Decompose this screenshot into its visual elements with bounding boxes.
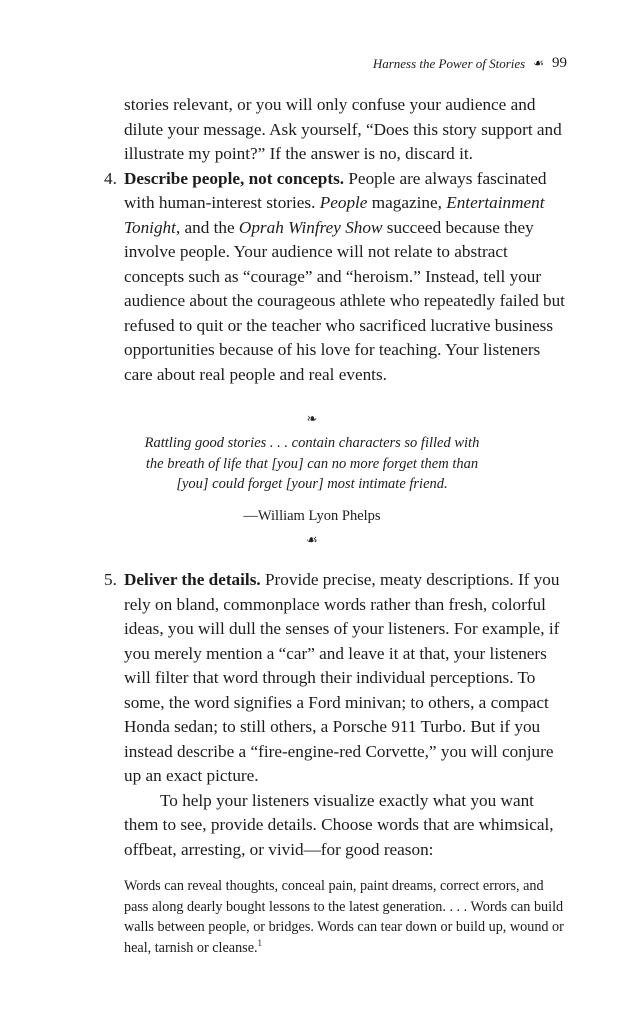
list-number: 4. — [104, 168, 117, 188]
page-body — [0, 93, 624, 958]
page-number: 99 — [552, 55, 567, 71]
item-italic: Entertainment Tonight — [124, 193, 545, 237]
epigraph-line: the breath of life that [you] can no more forget them than — [145, 455, 479, 472]
running-head-title: Harness the Power of Stories — [372, 55, 526, 71]
list-item-5 — [0, 568, 624, 862]
item-text: succeed because they involve people. Your audience will not relate to abstract concepts such as “courage” and “heroism.” Instead, tell your audience about the courageous athlete who repeatedly failed but refused to quit or the teacher who sacrificed lucrative business opportunities because of his love for teaching. Your listeners care about real people and real events. — [124, 217, 565, 384]
item-text: , and the — [175, 217, 239, 237]
block-quote-text: Words can reveal thoughts, conceal pain, paint dreams, correct errors, and pass along dearly bought lessons to the latest generation. . . . Words can build walls between people, or bridges. Words can tear down or build up, wound or heal, tarnish or cleanse. — [124, 878, 564, 956]
item-text: People are always fascinated with human-interest stories. — [124, 168, 547, 212]
block-quote — [0, 876, 624, 958]
list-item-4 — [0, 167, 624, 388]
item-text: Provide precise, meaty descriptions. If you rely on bland, commonplace words rather than fresh, colorful ideas, you will dull the senses of your listeners. For example, if you merely mention a “car” and leave it at that, your listeners will filter that word through their individual perceptions. To some, the word signifies a Ford minivan; to others, a compact Honda sedan; to still others, a Porsche 911 Turbo. But if you instead describe a “fire-engine-red Corvette,” you will conjure up an exact picture. — [124, 570, 560, 785]
running-header — [373, 55, 567, 72]
item-text: magazine, — [367, 193, 447, 212]
ornament-bottom-icon: ☙ — [306, 532, 318, 547]
item-italic: Oprah Winfrey Show — [238, 217, 383, 237]
item-italic: People — [319, 193, 368, 212]
item-lead: Describe people, not concepts. — [124, 168, 345, 188]
list-number: 5. — [104, 570, 117, 589]
item-lead: Deliver the details. — [124, 570, 261, 589]
header-ornament-icon: ☙ — [533, 56, 544, 70]
footnote-marker: 1 — [257, 937, 263, 948]
epigraph — [0, 433, 624, 528]
item-paragraph: To help your listeners visualize exactly what you want them to see, provide details. Choose words that are whimsical, offbeat, arresting, or vivid—for good reason: — [124, 790, 554, 859]
ornament-top-icon: ❧ — [306, 411, 318, 426]
epigraph-attribution: —William Lyon Phelps — [243, 507, 381, 524]
epigraph-line: Rattling good stories . . . contain characters so filled with — [144, 435, 480, 451]
epigraph-line: [you] could forget [your] most intimate friend. — [176, 476, 448, 492]
continuation-paragraph: stories relevant, or you will only confuse your audience and dilute your message. Ask yourself, “Does this story support and illustrate my point?” If the answer is no, discard it. — [124, 95, 562, 163]
